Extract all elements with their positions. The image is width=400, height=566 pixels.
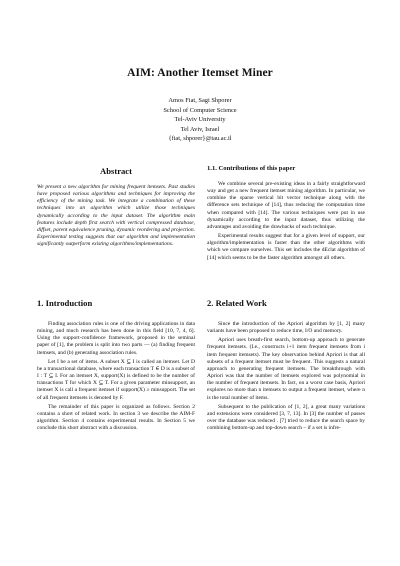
introduction-paragraph: Let I be a set of items. A subset X ⊆ I is called an itemset. Let D be a transactional database, where each transaction T ∈ D is a subset of I : T ⊆ I. For an itemset X, support(X) is defined to be the number of transactions T for which X ⊆ T. For a given parameter minsupport, an itemset X is call a frequent itemset if support(X) ≥ minsupport. The set of all frequent itemsets is denoted by F. xyxy=(37,358,195,401)
contributions-section xyxy=(207,165,365,262)
related-work-heading: 2. Related Work xyxy=(207,298,267,308)
author-block xyxy=(0,96,400,144)
author-university: Tel-Aviv University xyxy=(174,116,226,124)
introduction-section xyxy=(37,298,195,432)
contributions-paragraph: Experimental results suggest that for a given level of support, our algorithm/implementation is faster than the other algorithms with which we compare ourselves. This set includes the dEclat algorithm of [14] which seems to be the faster algorithm amongst all others. xyxy=(207,233,365,261)
author-email: {fiat, shporer}@tau.ac.il xyxy=(168,135,232,143)
introduction-heading: 1. Introduction xyxy=(37,298,93,308)
related-work-section xyxy=(207,298,365,432)
introduction-paragraph: The remainder of this paper is organized as follows. Section 2 contains a short of related work. In section 3 we describe the AIM-F algorithm. Section 4 contains experimental results. In Section 5 we conclude this short abstract with a discussion. xyxy=(37,403,195,432)
introduction-paragraph: Finding association rules is one of the driving applications in data mining, and much research has been done in this field [10, 7, 4, 6]. Using the support-confidence framework, proposed in the seminal paper of [1], the problem is split into two parts — (a) finding frequent itemsets, and (b) generating association rules. xyxy=(37,321,195,356)
author-school: School of Computer Science xyxy=(163,106,237,114)
related-work-paragraph: Subsequent to the publication of [1, 2], a great many variations and extensions were considered [3, 7, 13]. In [3] the number of passes over the database was reduced . [7] tried to reduce the search space by combining bottom-up and top-down search – if a set is infre- xyxy=(207,403,365,432)
abstract-heading: Abstract xyxy=(100,166,132,176)
author-location: Tel Aviv, Israel xyxy=(180,125,220,133)
paper-title: AIM: Another Itemset Miner xyxy=(127,67,273,79)
related-work-paragraph: Apriori uses breath-first search, bottom-up approach to generate frequent itemsets. (I.e., constructs i+1 item frequent itemsets from i item frequent itemsets). The key observation behind Apriori is that all subsets of a frequent itemset must be frequent. This suggests a natural approach to generating frequent itemsets. The breakthrough with Apriori was that the number of itemsets explored was polynomial in the number of frequent itemsets. In fact, on a worst case basis, Apriori explores no more than n itemsets to output a frequent itemset, where n is the total number of items. xyxy=(207,337,365,401)
contributions-heading: 1.1. Contributions of this paper xyxy=(207,165,296,172)
abstract-section xyxy=(37,166,195,248)
related-work-paragraph: Since the introduction of the Apriori algorithm by [1, 2] many variants have been proposed to reduce time, I/O and memory. xyxy=(207,321,365,335)
abstract-text: We present a new algorithm for mining frequent itemsets. Past studies have proposed various algorithms and techniques for improving the efficiency of the mining task. We integrate a combination of these techniques into an algorithm which utilize those techniques dynamically according to the input dataset. The algorithm main features include depth first search with vertical compressed database, diffset, parent equivalence pruning, dynamic reordering and projection. Experimental testing suggests that our algorithm and implementation significantly outperform existing algorithms/implementations. xyxy=(37,184,195,248)
contributions-paragraph: We combine several pre-existing ideas in a fairly straightforward way and get a new frequent itemset mining algorithm. In particular, we combine the sparse vertical bit vector technique along with the difference sets technique of [14], thus reducing the computation time when compared with [14]. The various techniques were put in use dynamically according to the input dataset, thus utilizing the advantages and avoiding the drawbacks of each technique. xyxy=(207,181,365,230)
author-names: Amos Fiat, Sagi Shporer xyxy=(168,97,232,104)
